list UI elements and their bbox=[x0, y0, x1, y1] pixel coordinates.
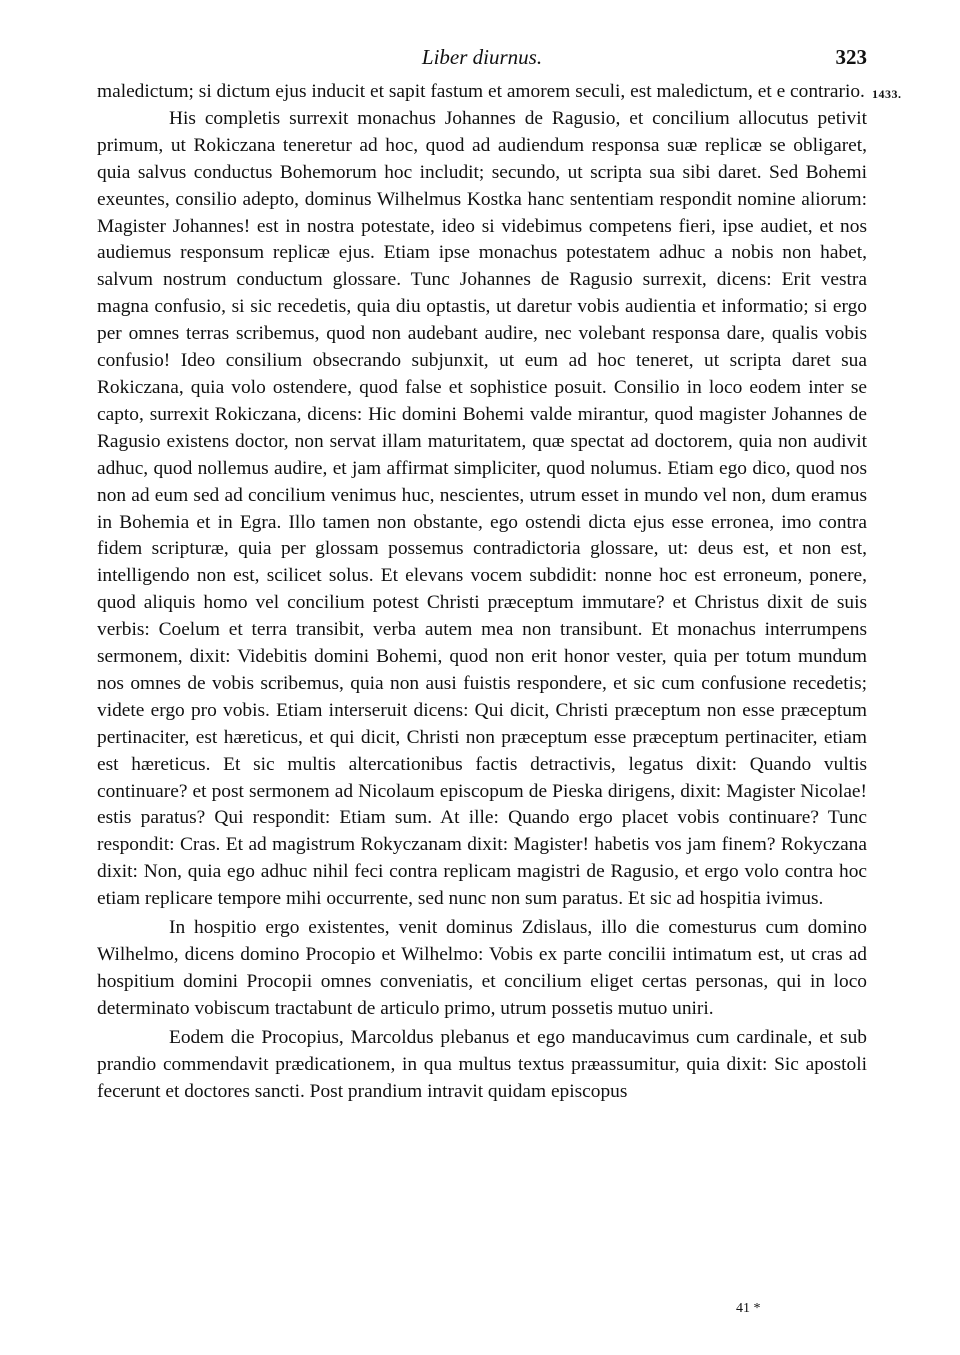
paragraph: His completis surrexit monachus Johannes de Ragusio, et concilium allocutus petivit primum, ut Rokiczana teneretur ad hoc, quod ad audiendum responsa suæ replicæ se obligaret, quia salvus conductus Bohemorum hoc includit; secundo, ut scripta sua sibi daret. Sed Bohemi exeuntes, consilio adepto, dominus Wilhelmus Kostka hanc sententiam respondit nomine aliorum: Magister Johannes! est in nostra potestate, ideo si videbimus competens fieri, ipse audiet, et nos audiemus responsum replicæ ejus. Etiam ipse monachus potestatem adhuc a nobis non habet, salvum nostrum conductum glossare. Tunc Johannes de Ragusio surrexit, dicens: Erit vestra magna confusio, si sic recedetis, quia diu optastis, ut daretur vobis audientia et informatio; si ergo per omnes terras scribemus, quod non audebant audire, nec volebant responsa dare, qualis vobis confusio! Ideo consilium obsecrando subjunxit, ut eum ad hoc teneret, ut scripta daret sua Rokiczana, quia volo ostendere, quod false et sophistice posuit. Consilio in loco eodem inter se capto, surrexit Rokiczana, dicens: Hic domini Bohemi valde mirantur, quod magister Johannes de Ragusio existens doctor, non servat illam maturitatem, quæ spectat ad doctorem, quia non audivit adhuc, quod nollemus audire, et jam affirmat simpliciter, quod nolumus. Etiam ego dico, quod nos non ad eum sed ad concilium venimus huc, nescientes, utrum esset in mundo vel non, dum eramus in Bohemia et in Egra. Illo tamen non obstante, ego ostendi dicta ejus esse erronea, imo contra fidem scripturæ, quia per glossam possemus contradictoria glossare, ut: deus est, et non est, intelligendo non est, scilicet solus. Et elevans vocem subdidit: nonne hoc est erroneum, ponere, quod aliquis homo vel concilium potest Christi præceptum immutare? et Christus dixit de suis verbis: Coelum et terra transibit, verba autem mea non transibunt. Et monachus interrumpens sermonem, dixit: Videbitis domini Bohemi, quod non erit honor vester, quia per totum mundum nos omnes de vobis scribemus, quia non ausi fuistis respondere, et sic cum confusione recedetis; videte ergo pro vobis. Etiam interseruit dicens: Qui dicit, Christi præceptum non esse præceptum pertinaciter, est hæreticus, et qui dicit, Christi non præceptum esse præceptum pertinaciter, etiam est hæreticus. Et sic multis altercationibus factis detractivis, legatus dixit: Quando vultis continuare? et post sermonem ad Nicolaum episcopum de Pieska dirigens, dixit: Magister Nicolae! estis paratus? Qui respondit: Etiam sum. At ille: Quando ergo placet vobis continuare? Tunc respondit: Cras. Et ad magistrum Rokyczanam dixit: Magister! habetis vos jam finem? Rokyczana dixit: Non, quia ego adhuc nihil feci contra replicam magistri de Ragusio, et ergo volo contra hoc etiam replicare tempore mihi occurrente, sed nunc non sum paratus. Et sic ad hospitia ivimus. bbox=[97, 107, 867, 910]
running-title: Liber diurnus. bbox=[421, 45, 543, 69]
signature-mark: 41 * bbox=[736, 1301, 761, 1316]
paragraph-continuation: maledictum; si dictum ejus inducit et sapit fastum et amorem seculi, est maledictum, et e contrario. bbox=[97, 81, 865, 102]
paragraph: Eodem die Procopius, Marcoldus plebanus et ego manducavimus cum cardinale, et sub prandio commendavit prædicationem, in qua multus textus præassumitur, quia dixit: Sic apostoli fecerunt et doctores sancti. Post prandium intravit quidam episcopus bbox=[97, 1026, 867, 1102]
running-header bbox=[97, 42, 867, 72]
page-number: 323 bbox=[835, 45, 867, 69]
paragraph: In hospitio ergo existentes, venit dominus Zdislaus, illo die comesturus cum domino Wilhelmo, dicens domino Procopio et Wilhelmo: Vobis ex parte concilii intimatum est, ut cras ad hospitium domini Procopii omnes conveniatis, et concilium eliget certas personas, qui in loco determinato vobiscum tractabunt de articulo primo, utrum possetis mutuo uniri. bbox=[97, 917, 867, 1019]
margin-year-note: 1433. bbox=[872, 87, 902, 101]
main-text bbox=[97, 79, 867, 1105]
